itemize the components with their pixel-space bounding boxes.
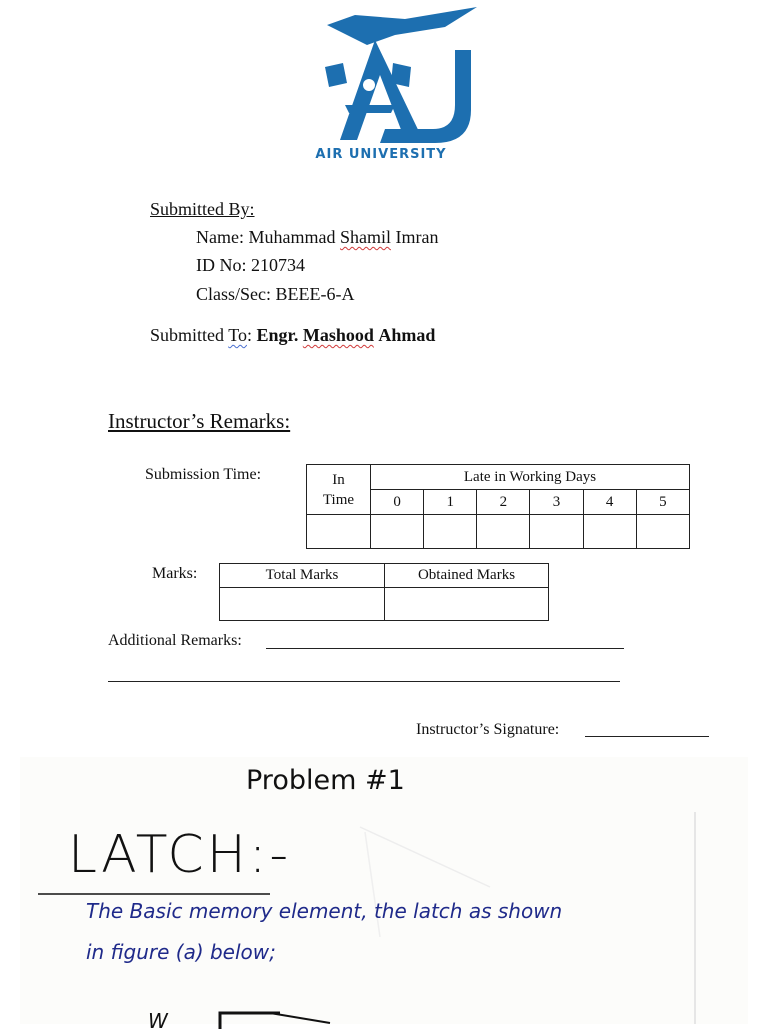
id-label: ID No: <box>196 255 247 275</box>
problem-heading: Problem #1 <box>246 765 405 796</box>
submitted-to-colon: : <box>246 325 252 345</box>
in-time-line2: Time <box>322 491 355 508</box>
instructor-title: Engr. <box>256 325 299 345</box>
in-time-cell[interactable] <box>307 515 371 549</box>
submission-time-table <box>306 464 690 549</box>
additional-remarks-label: Additional Remarks: <box>108 632 242 649</box>
id-value: 210734 <box>251 255 305 275</box>
late-cell-3[interactable] <box>530 515 583 549</box>
class-value: BEEE-6-A <box>275 284 355 304</box>
latch-diagram-icon <box>210 1009 350 1029</box>
submitted-to-word: To <box>228 325 247 345</box>
late-cell-5[interactable] <box>636 515 689 549</box>
instructor-remarks-heading: Instructor’s Remarks: <box>108 409 291 433</box>
class-label: Class/Sec: <box>196 284 271 304</box>
total-marks-cell[interactable] <box>220 588 385 621</box>
total-marks-header: Total Marks <box>220 564 385 588</box>
name-middle: Shamil <box>339 227 391 247</box>
class-section-line <box>196 284 354 305</box>
late-day-2: 2 <box>477 490 530 515</box>
late-day-3: 3 <box>530 490 583 515</box>
late-day-0: 0 <box>371 490 424 515</box>
submitted-to-label: Submitted <box>150 325 225 345</box>
submission-time-label: Submission Time: <box>145 466 262 483</box>
in-time-line1: In <box>332 471 345 488</box>
signature-label: Instructor’s Signature: <box>416 721 560 738</box>
instructor-last-name: Ahmad <box>378 325 436 345</box>
handwritten-notes <box>20 757 748 1033</box>
additional-remarks-line[interactable] <box>266 648 624 649</box>
submitted-by-heading: Submitted By: <box>150 199 255 219</box>
late-cell-4[interactable] <box>583 515 636 549</box>
eagle-logo-icon <box>285 5 485 150</box>
student-id-line <box>196 255 305 276</box>
name-last: Imran <box>395 227 439 247</box>
notes-partial-label: W <box>148 1009 168 1033</box>
university-logo <box>285 5 485 165</box>
name-first: Muhammad <box>248 227 336 247</box>
student-name-line <box>196 227 438 248</box>
paper-texture <box>20 757 748 1024</box>
notes-line-2: in figure (a) below; <box>86 940 276 964</box>
late-cell-1[interactable] <box>424 515 477 549</box>
submitted-to-line <box>150 325 435 346</box>
late-days-header: Late in Working Days <box>371 465 690 490</box>
signature-line[interactable] <box>585 736 709 737</box>
additional-remarks-line-2[interactable] <box>108 681 620 682</box>
obtained-marks-header: Obtained Marks <box>385 564 549 588</box>
in-time-header <box>307 465 371 515</box>
notes-line-1: The Basic memory element, the latch as shown <box>86 899 563 923</box>
late-cell-2[interactable] <box>477 515 530 549</box>
obtained-marks-cell[interactable] <box>385 588 549 621</box>
late-day-1: 1 <box>424 490 477 515</box>
late-day-5: 5 <box>636 490 689 515</box>
late-cell-0[interactable] <box>371 515 424 549</box>
latch-heading: LATCH:- <box>68 825 292 885</box>
instructor-first-name: Mashood <box>302 325 374 345</box>
late-day-4: 4 <box>583 490 636 515</box>
marks-label: Marks: <box>152 565 198 582</box>
logo-wordmark: AIR UNIVERSITY <box>315 147 447 162</box>
name-label: Name: <box>196 227 244 247</box>
marks-table <box>219 563 549 621</box>
